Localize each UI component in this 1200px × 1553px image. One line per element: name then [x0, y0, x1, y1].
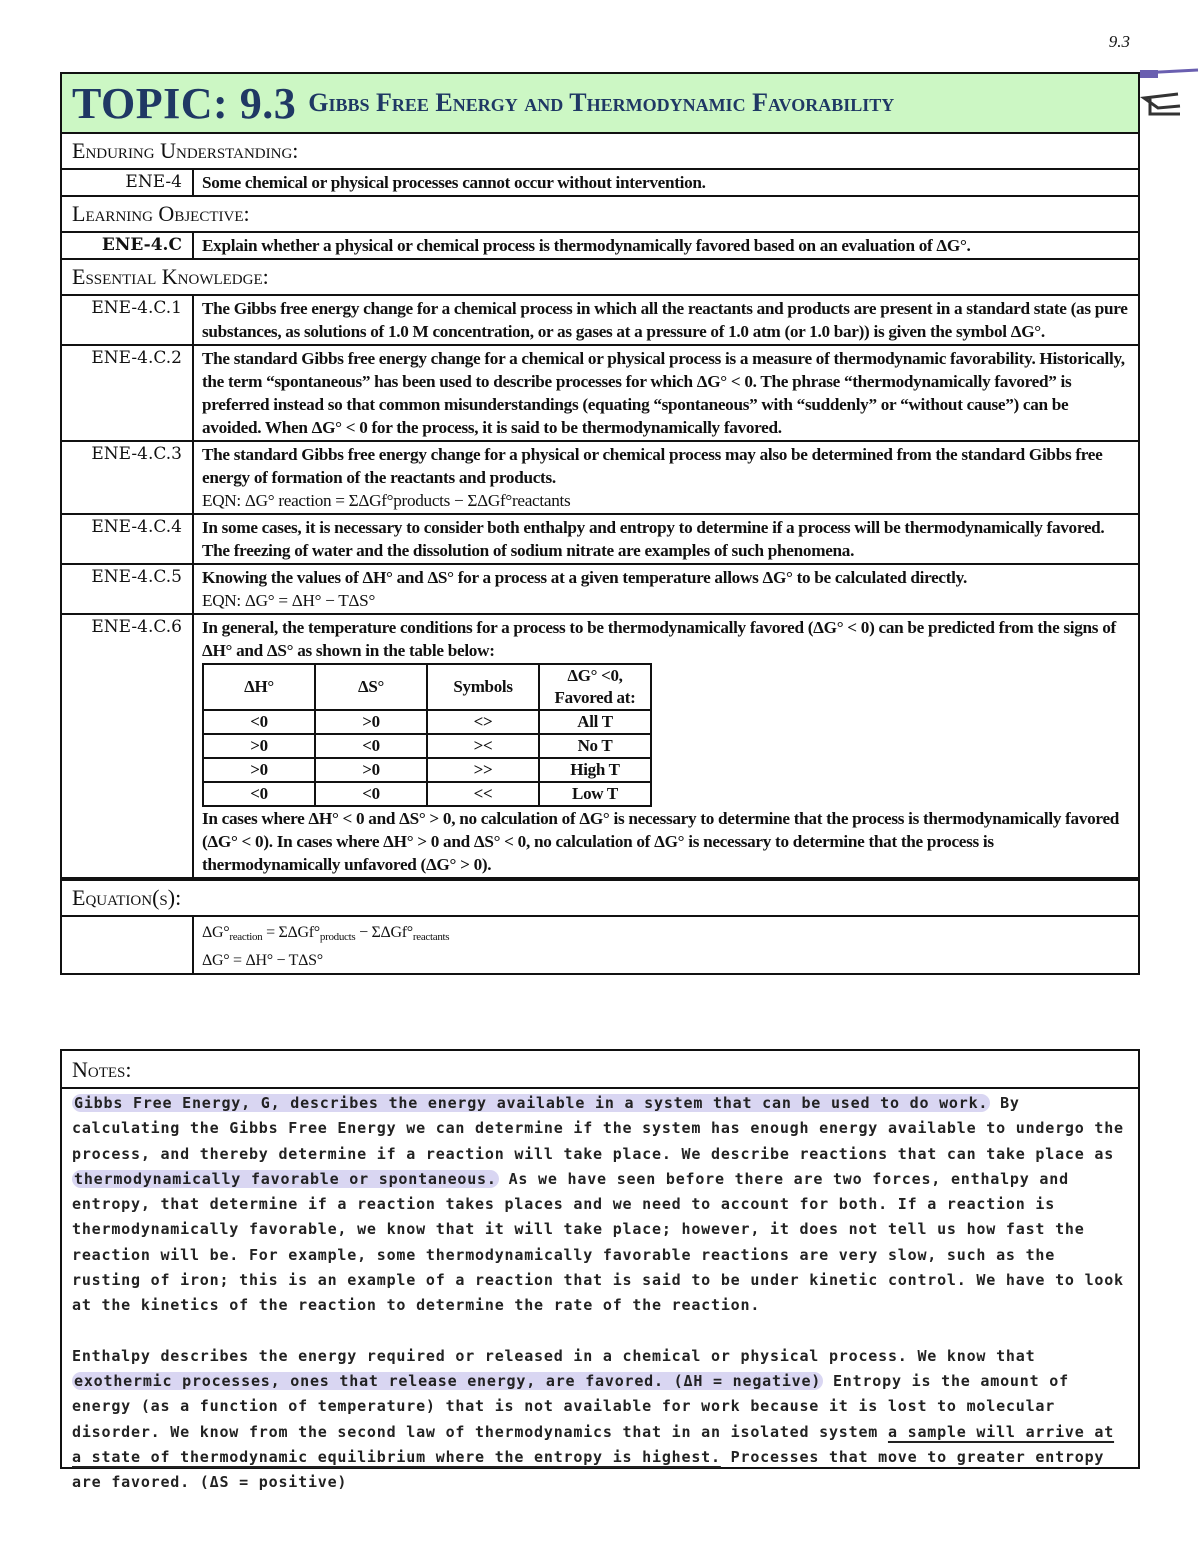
eq-term: ΔG° — [202, 924, 230, 941]
equations-heading: Equation(s): — [62, 879, 1138, 917]
enduring-understanding-heading: Enduring Understanding: — [62, 134, 1138, 170]
learning-objective-row — [62, 233, 1138, 260]
table-cell: <0 — [315, 782, 427, 806]
topic-name: Gibbs Free Energy and Thermodynamic Favorability — [308, 88, 895, 117]
ek-text: In some cases, it is necessary to consider both enthalpy and entropy to determine if a process will be thermodynamically favored. The freezing of water and the dissolution of sodium nitrate are examples of such phenomena. — [202, 518, 1105, 560]
notes-heading: Notes: — [62, 1051, 1138, 1089]
ek-text: The Gibbs free energy change for a chemical process in which all the reactants and products are present in a standard state (as pure substances, as solutions of 1.0 M concentration, or as gases at a pressure of 1.0 atm (or 1.0 bar)) is given the symbol ΔG°. — [202, 299, 1128, 341]
lo-text: Explain whether a physical or chemical process is thermodynamically favored based on an evaluation of ΔG°. — [202, 236, 971, 255]
ek-code: ENE-4.C.4 — [62, 515, 194, 563]
topic-prefix: TOPIC: 9.3 — [72, 78, 297, 128]
notes-text: Enthalpy describes the energy required or released in a chemical or physical process. We know that — [72, 1346, 1036, 1365]
ek-code: ENE-4.C.3 — [62, 442, 194, 513]
notes-box — [60, 1049, 1140, 1492]
table-row — [203, 758, 651, 782]
ek-row — [62, 615, 1138, 879]
notes-paragraph — [72, 1091, 1128, 1319]
eu-code: ENE-4 — [62, 170, 194, 195]
enduring-understanding-row — [62, 170, 1138, 197]
notes-text: As we have seen before there are two forces, enthalpy and entropy, that determine if a reaction takes places and we need to account for both. If a reaction is thermodynamically favorable, we know that it will take place; however, it does not tell us how fast the reaction will be. For example, some thermodynamically favorable reactions are very slow, such as the rusting of iron; this is an example of a reaction that is said to be under kinetic control. We have to look at the kinetics of the reaction to determine the rate of the reaction. — [72, 1169, 1124, 1315]
table-cell: <0 — [203, 710, 315, 734]
table-cell: High T — [539, 758, 651, 782]
equations-cell — [194, 917, 1138, 973]
lo-code: ENE-4.C — [62, 233, 194, 258]
eq-code-empty — [62, 917, 194, 973]
eq-term: = ΣΔGf° — [262, 924, 320, 941]
table-header-cell: ΔH° — [203, 664, 315, 710]
equations-row — [62, 917, 1138, 973]
table-cell: >0 — [203, 758, 315, 782]
eq-subscript: reactants — [412, 931, 450, 943]
ek-text: Knowing the values of ΔH° and ΔS° for a process at a given temperature allows ΔG° to be calculated directly. — [202, 568, 967, 587]
table-header-cell: ΔS° — [315, 664, 427, 710]
ek-text: The standard Gibbs free energy change for a chemical or physical process is a measure of thermodynamic favorability. Historically, the term “spontaneous” has been used to describe processes for which ΔG° < 0. The phrase “thermodynamically favored” is preferred instead so that common misunderstandings (equating “spontaneous” with “suddenly” or “without cause”) can be avoided. When ΔG° < 0 for the process, it is said to be thermodynamically favored. — [202, 349, 1125, 437]
ek-row — [62, 442, 1138, 515]
table-cell: << — [427, 782, 539, 806]
table-cell: >0 — [315, 710, 427, 734]
notes-body — [62, 1089, 1138, 1497]
table-cell: <0 — [203, 782, 315, 806]
ek-code: ENE-4.C.5 — [62, 565, 194, 613]
equation-gibbs-helmholtz: ΔG° = ΔH° − TΔS° — [202, 952, 323, 969]
notes-paragraph — [72, 1344, 1128, 1496]
table-header-cell — [539, 664, 651, 710]
table-cell: <> — [427, 710, 539, 734]
notes-text: By calculating the Gibbs Free Energy we can determine if the system has enough energy available to undergo the process, and thereby determine if a reaction will take place. We describe reactions that can take place as — [72, 1094, 1124, 1163]
ek-code: ENE-4.C.2 — [62, 346, 194, 440]
ek-text: The standard Gibbs free energy change for a physical or chemical process may also be determined from the standard Gibbs free energy of formation of the reactants and products. — [202, 445, 1103, 487]
ek-row — [62, 515, 1138, 565]
table-cell: <0 — [315, 734, 427, 758]
table-cell: >0 — [203, 734, 315, 758]
table-row — [203, 734, 651, 758]
table-row — [203, 710, 651, 734]
header-line: ΔG° <0, — [567, 666, 623, 685]
table-header-cell: Symbols — [427, 664, 539, 710]
table-cell: >< — [427, 734, 539, 758]
table-cell: All T — [539, 710, 651, 734]
ek-code: ENE-4.C.1 — [62, 296, 194, 344]
page-number: 9.3 — [1108, 32, 1130, 51]
table-cell: >> — [427, 758, 539, 782]
ek-row — [62, 346, 1138, 442]
eq-term: − ΣΔGf° — [355, 924, 413, 941]
sign-table — [202, 663, 652, 807]
ek-text-after-table: In cases where ΔH° < 0 and ΔS° > 0, no calculation of ΔG° is necessary to determine that the process is thermodynamically favored (ΔG° < 0). In cases where ΔH° > 0 and ΔS° < 0, no calculation of ΔG° is necessary to determine that the process is thermodynamically unfavored (ΔG° > 0). — [202, 809, 1120, 874]
notes-text: Processes that move to greater entropy are favored. (ΔS = positive) — [72, 1447, 1105, 1492]
ek-equation: EQN: ΔG° = ΔH° − TΔS° — [202, 591, 376, 610]
equation-gibbs-formation — [202, 921, 1130, 949]
highlight: exothermic processes, ones that release energy, are favored. (ΔH = negative) — [74, 1371, 822, 1390]
pen-annotation-icon — [1140, 68, 1200, 123]
ek-text: In general, the temperature conditions for a process to be thermodynamically favored (ΔG° < 0) can be predicted from the signs of ΔH° and ΔS° as shown in the table below: — [202, 618, 1116, 660]
topic-title — [62, 74, 1138, 134]
table-cell: No T — [539, 734, 651, 758]
table-cell: Low T — [539, 782, 651, 806]
ek-cell — [194, 442, 1138, 513]
eq-subscript: products — [319, 931, 356, 943]
header-line: Favored at: — [554, 688, 636, 707]
ek-row — [62, 296, 1138, 346]
ek-row — [62, 565, 1138, 615]
topic-table — [60, 72, 1140, 975]
eu-text: Some chemical or physical processes cannot occur without intervention. — [202, 173, 706, 192]
ek-code: ENE-4.C.6 — [62, 615, 194, 877]
table-cell: >0 — [315, 758, 427, 782]
table-header-row — [203, 664, 651, 710]
underline: a sample will arrive at a state of thermodynamic equilibrium where the entropy is highest. — [72, 1422, 1115, 1466]
ek-equation: EQN: ΔG° reaction = ΣΔGf°products − ΣΔGf°reactants — [202, 491, 571, 510]
essential-knowledge-heading: Essential Knowledge: — [62, 260, 1138, 296]
notes-text: Entropy is the amount of energy (as a function of temperature) that is not available for work because it is lost to molecular disorder. We know from the second law of thermodynamics that in an isolated system — [72, 1371, 1069, 1441]
table-row — [203, 782, 651, 806]
highlight: thermodynamically favorable or spontaneous. — [74, 1169, 497, 1188]
learning-objective-heading: Learning Objective: — [62, 197, 1138, 233]
highlight: Gibbs Free Energy, G, describes the energy available in a system that can be used to do work. — [74, 1094, 989, 1112]
ek-cell — [194, 615, 1138, 877]
eq-subscript: reaction — [229, 931, 263, 943]
ek-cell — [194, 565, 1138, 613]
